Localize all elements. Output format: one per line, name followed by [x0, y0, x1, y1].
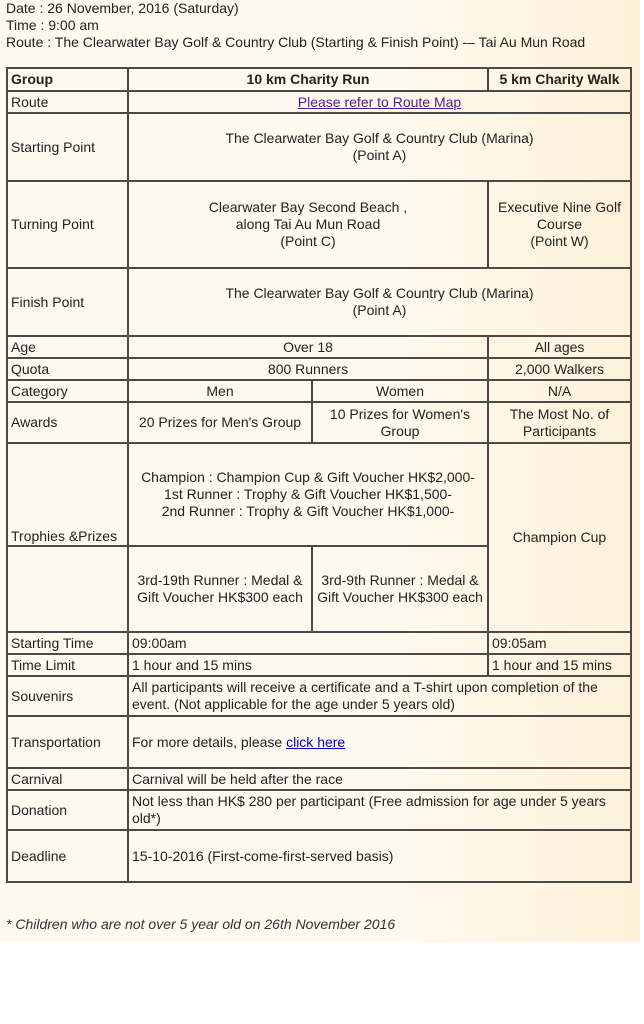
finish-point-value	[128, 268, 631, 336]
trophies-champion: Champion : Champion Cup & Gift Voucher HK$2,000-	[141, 469, 475, 485]
souvenirs-text: All participants will receive a certificate and a T-shirt upon completion of the event. (Not applicable for the age under 5 years old)	[128, 676, 631, 716]
time-limit-walk: 1 hour and 15 mins	[488, 654, 631, 676]
event-details-table	[6, 67, 632, 883]
donation-label: Donation	[7, 790, 128, 830]
starting-point-place: The Clearwater Bay Golf & Country Club (Marina)	[225, 130, 534, 146]
finish-point-code: (Point A)	[352, 302, 407, 318]
event-date: Date : 26 November, 2016 (Saturday)	[6, 0, 239, 16]
transportation-label: Transportation	[7, 716, 128, 768]
table-row-donation	[7, 790, 631, 830]
trophies-first-runner: 1st Runner : Trophy & Gift Voucher HK$1,500-	[164, 486, 452, 502]
trophies-label: Trophies &Prizes	[7, 443, 128, 546]
table-row-starting-point	[7, 113, 631, 181]
starting-point-code: (Point A)	[352, 147, 407, 163]
starting-point-value	[128, 113, 631, 181]
event-route: Route : The Clearwater Bay Golf & Country Club (Starting & Finish Point) -– Tai Au Mun Road	[6, 34, 586, 50]
transportation-text: For more details, please	[132, 733, 287, 750]
turning-point-label: Turning Point	[7, 181, 128, 268]
table-row-time-limit	[7, 654, 631, 676]
table-row-awards	[7, 402, 631, 443]
table-row-starting-time	[7, 632, 631, 654]
table-row-finish-point	[7, 268, 631, 336]
deadline-label: Deadline	[7, 830, 128, 882]
table-row-quota	[7, 358, 631, 380]
route-label: Route	[7, 91, 128, 113]
trophies-women-third: 3rd-9th Runner : Medal & Gift Voucher HK$300 each	[312, 546, 488, 632]
table-row-deadline	[7, 830, 631, 882]
trophies-walk	[488, 443, 631, 632]
awards-women: 10 Prizes for Women's Group	[312, 402, 488, 443]
trophies-second-runner: 2nd Runner : Trophy & Gift Voucher HK$1,000-	[161, 503, 455, 519]
time-limit-label: Time Limit	[7, 654, 128, 676]
quota-walk: 2,000 Walkers	[488, 358, 631, 380]
click-here-link[interactable]: click here	[286, 733, 346, 750]
trophies-walk-prize: Champion Cup	[512, 529, 607, 545]
table-row-turning-point	[7, 181, 631, 268]
table-row-souvenirs	[7, 676, 631, 716]
trophies-men-third: 3rd-19th Runner : Medal & Gift Voucher HK$300 each	[128, 546, 312, 632]
starting-time-label: Starting Time	[7, 632, 128, 654]
table-row-category	[7, 380, 631, 402]
table-row-age	[7, 336, 631, 358]
age-run: Over 18	[128, 336, 488, 358]
group-walk: 5 km Charity Walk	[488, 68, 631, 91]
turning-point-walk	[488, 181, 631, 268]
route-map-link[interactable]: Please refer to Route Map	[297, 93, 462, 110]
carnival-label: Carnival	[7, 768, 128, 790]
route-cell	[128, 91, 631, 113]
turning-point-walk-code: (Point W)	[530, 233, 589, 249]
table-row-route	[7, 91, 631, 113]
starting-time-run: 09:00am	[128, 632, 488, 654]
donation-text: Not less than HK$ 280 per participant (Free admission for age under 5 years old*)	[128, 790, 631, 830]
carnival-text: Carnival will be held after the race	[128, 768, 631, 790]
turning-point-run	[128, 181, 488, 268]
starting-time-walk: 09:05am	[488, 632, 631, 654]
footnote: * Children who are not over 5 year old on 26th November 2016	[6, 916, 396, 932]
turning-point-walk-place: Executive Nine Golf Course	[498, 199, 621, 232]
table-row-trophies	[7, 443, 631, 546]
awards-label: Awards	[7, 402, 128, 443]
transportation-cell	[128, 716, 631, 768]
deadline-text: 15-10-2016 (First-come-first-served basis)	[128, 830, 631, 882]
turning-point-run-place: Clearwater Bay Second Beach ,	[208, 199, 408, 215]
turning-point-run-code: (Point C)	[280, 233, 336, 249]
category-label: Category	[7, 380, 128, 402]
trophies-top-prizes	[128, 443, 488, 546]
trophies-lower-blank	[7, 546, 128, 632]
group-run: 10 km Charity Run	[128, 68, 488, 91]
souvenirs-label: Souvenirs	[7, 676, 128, 716]
age-label: Age	[7, 336, 128, 358]
event-time: Time : 9:00 am	[6, 17, 99, 33]
table-row-transportation	[7, 716, 631, 768]
starting-point-label: Starting Point	[7, 113, 128, 181]
category-women: Women	[312, 380, 488, 402]
table-row-carnival	[7, 768, 631, 790]
finish-point-label: Finish Point	[7, 268, 128, 336]
category-walk: N/A	[488, 380, 631, 402]
awards-men: 20 Prizes for Men's Group	[128, 402, 312, 443]
turning-point-run-road: along Tai Au Mun Road	[235, 216, 381, 232]
category-men: Men	[128, 380, 312, 402]
finish-point-place: The Clearwater Bay Golf & Country Club (Marina)	[225, 285, 534, 301]
group-label: Group	[7, 68, 128, 91]
event-header	[6, 0, 585, 51]
awards-walk: The Most No. of Participants	[488, 402, 631, 443]
age-walk: All ages	[488, 336, 631, 358]
quota-run: 800 Runners	[128, 358, 488, 380]
table-row-group	[7, 68, 631, 91]
time-limit-run: 1 hour and 15 mins	[128, 654, 488, 676]
quota-label: Quota	[7, 358, 128, 380]
